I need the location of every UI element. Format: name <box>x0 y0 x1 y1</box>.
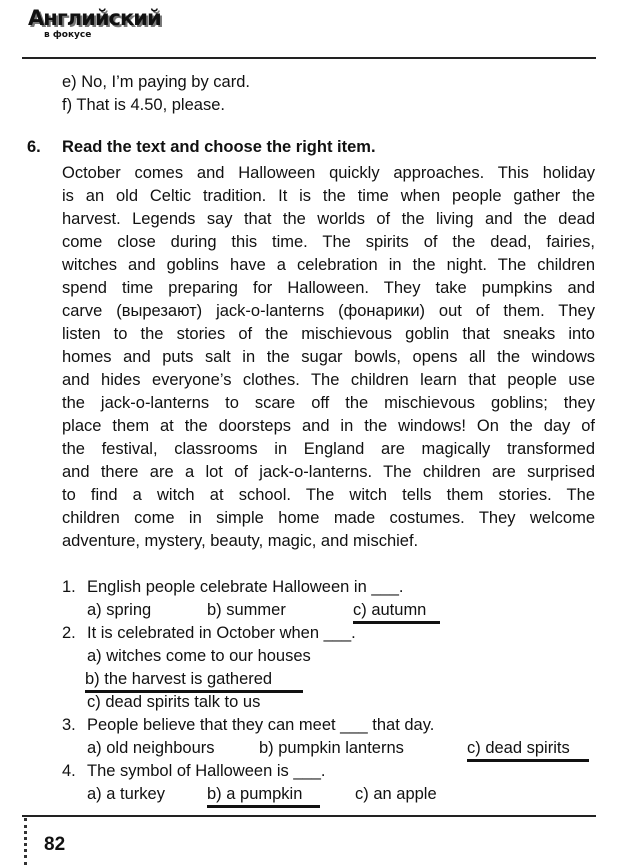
option: b) pumpkin lanterns <box>259 739 404 757</box>
option-selected: c) dead spirits <box>467 738 589 762</box>
prev-item-e: e) No, I’m paying by card. <box>62 73 250 91</box>
logo-subtitle: в фокусе <box>44 30 92 40</box>
text-line: come close during this time. The spirits of the dead, fairies, <box>62 233 595 251</box>
text-line: carve (вырезают) jack-o-lanterns (фонарики) out of them. They <box>62 302 595 320</box>
question-number: 1. <box>62 578 76 596</box>
footer-divider <box>22 815 596 817</box>
text-line: adventure, mystery, beauty, magic, and mischief. <box>62 532 419 550</box>
text-line: homes and puts salt in the sugar bowls, opens all the windows <box>62 348 595 366</box>
text-line: witches and goblins have a celebration in the night. The children <box>62 256 595 274</box>
text-line: is an old Celtic tradition. It is the time when people gather the <box>62 187 595 205</box>
text-line: the jack-o-lanterns to scare off the mischievous goblins; they <box>62 394 595 412</box>
option-selected: b) the harvest is gathered <box>85 669 303 693</box>
question-text: People believe that they can meet ___ that day. <box>87 716 435 734</box>
exercise-number: 6. <box>27 138 41 156</box>
book-logo <box>28 6 161 40</box>
text-line: October comes and Halloween quickly approaches. This holiday <box>62 164 595 182</box>
text-line: listen to the stories of the mischievous goblin that sneaks into <box>62 325 595 343</box>
question-text: English people celebrate Halloween in ___. <box>87 578 404 596</box>
option: a) witches come to our houses <box>87 647 311 665</box>
logo-title: Английский <box>28 6 161 30</box>
footer-dotted-line <box>24 818 29 865</box>
exercise-heading <box>27 138 376 157</box>
text-line: place them at the doorsteps and in the windows! On the day of <box>62 417 595 435</box>
option: b) summer <box>207 601 286 619</box>
option: c) dead spirits talk to us <box>87 693 261 711</box>
text-line: and there are a lot of jack-o-lanterns. The children are surprised <box>62 463 595 481</box>
text-line: the festival, classrooms in England are magically transformed <box>62 440 595 458</box>
option: a) old neighbours <box>87 739 215 757</box>
option: a) spring <box>87 601 152 619</box>
exercise-instruction: Read the text and choose the right item. <box>62 138 376 156</box>
question-text: It is celebrated in October when ___. <box>87 624 356 642</box>
question-number: 4. <box>62 762 76 780</box>
question-text: The symbol of Halloween is ___. <box>87 762 326 780</box>
text-line: harvest. Legends say that the worlds of the living and the dead <box>62 210 595 228</box>
text-line: and hides everyone’s clothes. The children learn that people use <box>62 371 595 389</box>
option: a) a turkey <box>87 785 165 803</box>
header-divider <box>22 57 596 59</box>
prev-item-f: f) That is 4.50, please. <box>62 96 225 114</box>
option: c) an apple <box>355 785 437 803</box>
text-line: spend time preparing for Halloween. They take pumpkins and <box>62 279 595 297</box>
text-line: children come in simple home made costumes. They welcome <box>62 509 595 527</box>
option-selected: c) autumn <box>353 600 440 624</box>
text-line: to find a witch at school. The witch tells them stories. The <box>62 486 595 504</box>
option-selected: b) a pumpkin <box>207 784 320 808</box>
question-number: 2. <box>62 624 76 642</box>
question-number: 3. <box>62 716 76 734</box>
page-number: 82 <box>44 834 66 855</box>
